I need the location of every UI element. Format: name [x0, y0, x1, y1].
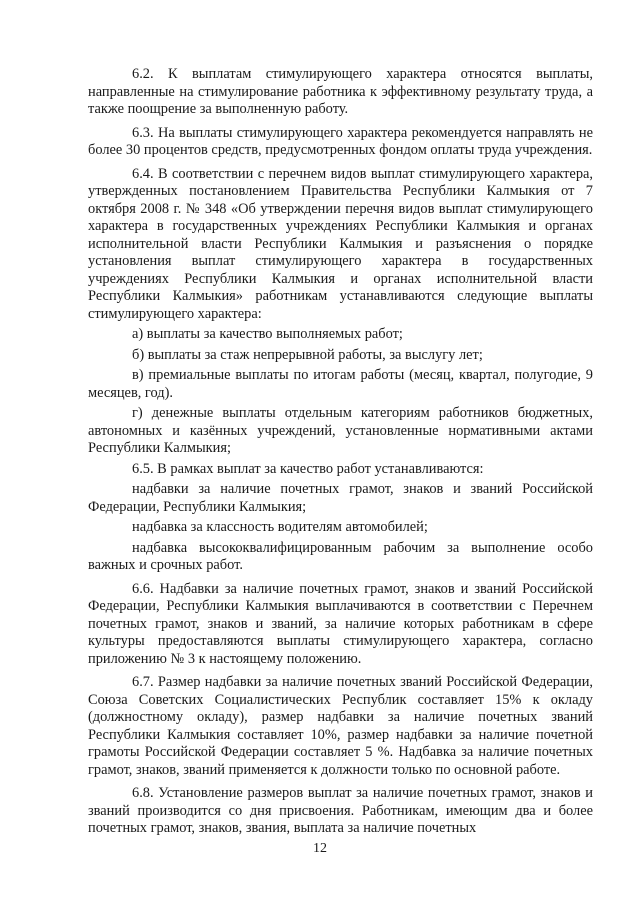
paragraph-6-5-item-2: надбавка за классность водителям автомобилей;	[132, 519, 428, 535]
document-page	[88, 66, 593, 838]
paragraph-6-5-item-3: надбавка высококвалифицированным рабочим за выполнение особо важных и срочных работ.	[88, 539, 593, 573]
paragraph-6-4: 6.4. В соответствии с перечнем видов выплат стимулирующего характера, утвержденных постановлением Правительства Республики Калмыкия от 7 октября 2008 г. № 348 «Об утверждении перечня видов выплат стимулирующего характера в государственных учреждениях Республики Калмыкия и органах исполнительной власти Республики Калмыкия и разъяснения о порядке установления выплат стимулирующего характера в государственных учреждениях Республики Калмыкия и органах исполнительной власти Республики Калмыкия» работникам устанавливаются следующие выплаты стимулирующего характера:	[88, 165, 593, 322]
paragraph-6-8: 6.8. Установление размеров выплат за наличие почетных грамот, знаков и званий производится со дня присвоения. Работникам, имеющим два и более почетных грамот, знаков, звания, выплата за наличие почетных	[88, 785, 593, 836]
list-item-g: г) денежные выплаты отдельным категориям работников бюджетных, автономных и казённых учреждений, установленные нормативными актами Республики Калмыкия;	[88, 405, 593, 456]
paragraph-6-3: 6.3. На выплаты стимулирующего характера рекомендуется направлять не более 30 процентов средств, предусмотренных фондом оплаты труда учреждения.	[88, 124, 593, 158]
list-item-v: в) премиальные выплаты по итогам работы (месяц, квартал, полугодие, 9 месяцев, год).	[88, 367, 593, 401]
page-number: 12	[313, 841, 327, 856]
paragraph-6-5-item-1: надбавки за наличие почетных грамот, знаков и званий Российской Федерации, Республики Калмыкия;	[88, 481, 593, 515]
paragraph-6-6: 6.6. Надбавки за наличие почетных грамот, знаков и званий Российской Федерации, Республики Калмыкия выплачиваются в соответствии с Перечнем почетных грамот, знаков и званий, за наличие которых работникам в сфере культуры предоставляются выплаты стимулирующего характера, согласно приложению № 3 к настоящему положению.	[88, 580, 593, 667]
paragraph-6-5: 6.5. В рамках выплат за качество работ устанавливаются:	[132, 460, 484, 477]
list-item-b: б) выплаты за стаж непрерывной работы, за выслугу лет;	[132, 346, 483, 363]
list-item-a: а) выплаты за качество выполняемых работ;	[132, 326, 403, 342]
paragraph-6-2: 6.2. К выплатам стимулирующего характера относятся выплаты, направленные на стимулирование работника к эффективному результату труда, а также поощрение за выполненную работу.	[88, 66, 593, 117]
paragraph-6-7: 6.7. Размер надбавки за наличие почетных званий Российской Федерации, Союза Советских Социалистических Республик составляет 15% к окладу (должностному окладу), размер надбавки за наличие почетных званий Республики Калмыкия составляет 10%, размер надбавки за наличие почетной грамоты Российской Федерации составляет 5 %. Надбавка за наличие почетных грамот, знаков, званий применяется к должности только по основной работе.	[88, 674, 593, 778]
